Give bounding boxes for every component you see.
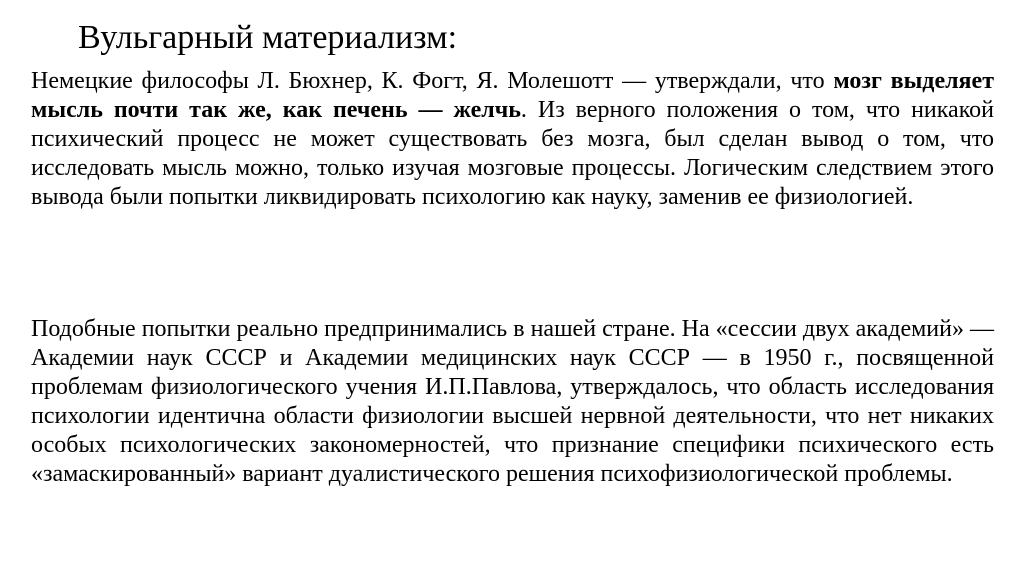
slide-title: Вульгарный материализм:: [78, 19, 458, 56]
paragraph-2: Подобные попытки реально предпринимались в нашей стране. На «сессии двух академий» — Академии наук СССР и Академии медицинских наук СССР — в 1950 г., посвященной проблемам физиологического учения И.П.Павлова, утверждалось, что область исследования психологии идентична области физиологии высшей нервной деятельности, что нет никаких особых психологических закономерностей, что признание специфики психического есть «замаскированный» вариант дуалистического решения психофизиологической проблемы.: [31, 316, 994, 487]
paragraph-1-emphasis: мозг выделяет мысль почти так же, как печень — желчь: [31, 68, 994, 123]
paragraph-1: [31, 67, 994, 212]
paragraph-1-rest: . Из верного положения о том, что никакой психический процесс не может существовать без мозга, был сделан вывод о том, что исследовать мысль можно, только изучая мозговые процессы. Логическим следствием этого вывода были попытки ликвидировать психологию как науку, заменив ее физиологией.: [31, 97, 994, 210]
paragraph-1-intro: Немецкие философы Л. Бюхнер, К. Фогт, Я. Молешотт — утверждали, что: [31, 68, 834, 94]
